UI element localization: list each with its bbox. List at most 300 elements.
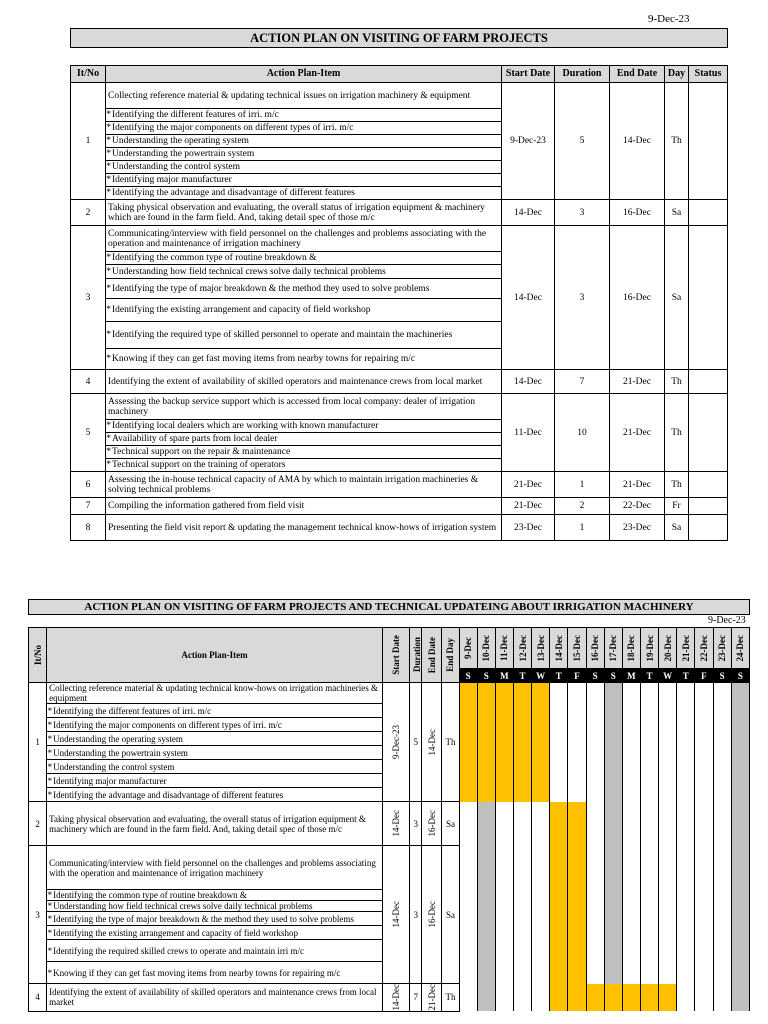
gantt-cell (495, 683, 513, 704)
gantt-weekday: T (640, 669, 658, 683)
gantt-cell (731, 704, 749, 718)
item-start: 23-Dec (502, 515, 555, 541)
gantt-header-no (29, 628, 47, 683)
gantt-sub-item-text: Understanding the control system (53, 761, 175, 772)
gantt-sub-item-text: Understanding how field technical crews solve daily technical problems (53, 901, 313, 911)
gantt-sub-item-text: Identifying the advantage and disadvantage of different features (53, 789, 284, 800)
gantt-cell (513, 774, 531, 788)
gantt-item-start-label: 14-Dec (391, 810, 402, 837)
gantt-cell (677, 760, 695, 774)
gantt-cell (677, 962, 695, 984)
gantt-cell (604, 984, 622, 1012)
gantt-cell (677, 802, 695, 846)
gantt-cell (513, 912, 531, 926)
gantt-item-end (422, 984, 442, 1012)
gantt-row (29, 802, 750, 846)
sub-item-text: Knowing if they can get fast moving items from nearby towns for repairing m/c (112, 354, 416, 364)
sub-item-text: Technical support on the training of operators (112, 460, 286, 470)
gantt-cell (459, 984, 477, 1012)
gantt-cell (622, 802, 640, 846)
bullet-star-icon: * (106, 354, 111, 364)
gantt-cell (477, 890, 495, 901)
gantt-sub-item-text: Identifying the required skilled crews to operate and maintain irri m/c (53, 945, 305, 956)
gantt-weekday: T (513, 669, 531, 683)
gantt-cell (513, 683, 531, 704)
bullet-star-icon: * (47, 913, 53, 924)
gantt-cell (604, 704, 622, 718)
gantt-cell (586, 788, 604, 802)
gantt-sub-item-text: Identifying the different features of irri. m/c (53, 705, 212, 716)
item-end: 16-Dec (610, 226, 665, 370)
gantt-header-duration (410, 628, 422, 683)
gantt-sub-item (47, 940, 383, 962)
gantt-cell (713, 704, 731, 718)
gantt-item-number: 3 (29, 846, 47, 984)
sub-item (106, 265, 502, 279)
gantt-cell (731, 846, 749, 890)
gantt-header-end (422, 628, 442, 683)
bullet-star-icon: * (47, 733, 53, 744)
item-duration: 10 (555, 394, 610, 472)
gantt-cell (495, 901, 513, 912)
gantt-cell (640, 732, 658, 746)
gantt-weekday: M (622, 669, 640, 683)
item-end: 21-Dec (610, 370, 665, 394)
gantt-cell (495, 704, 513, 718)
gantt-cell (677, 926, 695, 940)
gantt-cell (550, 704, 568, 718)
gantt-cell (586, 746, 604, 760)
gantt-cell (695, 683, 713, 704)
gantt-item-duration: 7 (410, 984, 422, 1012)
gantt-cell (586, 901, 604, 912)
sub-item (106, 174, 502, 187)
gantt-cell (622, 984, 640, 1012)
gantt-cell (659, 962, 677, 984)
table-row (71, 498, 728, 515)
item-end: 16-Dec (610, 200, 665, 226)
gantt-cell (459, 912, 477, 926)
gantt-item-start (382, 683, 409, 802)
gantt-cell (731, 890, 749, 901)
gantt-cell (459, 774, 477, 788)
gantt-cell (532, 704, 550, 718)
gantt-cell (586, 926, 604, 940)
sub-item-text: Identifying the advantage and disadvantage of different features (112, 188, 355, 198)
bullet-star-icon: * (106, 110, 111, 120)
gantt-cell (568, 901, 586, 912)
action-plan-table (70, 65, 728, 541)
gantt-cell (568, 760, 586, 774)
gantt-date-label: 22-Dec (698, 634, 709, 662)
gantt-weekday: S (713, 669, 731, 683)
gantt-cell (713, 732, 731, 746)
gantt-cell (695, 912, 713, 926)
gantt-sub-item-text: Understanding the powertrain system (53, 747, 188, 758)
item-day: Sa (665, 226, 689, 370)
gantt-cell (695, 962, 713, 984)
gantt-cell (659, 746, 677, 760)
gantt-item-start (382, 984, 409, 1012)
bullet-star-icon: * (106, 447, 111, 457)
bullet-star-icon: * (106, 283, 111, 294)
gantt-cell (586, 962, 604, 984)
gantt-cell (604, 760, 622, 774)
gantt-item-number: 1 (29, 683, 47, 802)
gantt-cell (604, 962, 622, 984)
gantt-cell (604, 802, 622, 846)
gantt-cell (532, 846, 550, 890)
gantt-cell (477, 984, 495, 1012)
gantt-cell (622, 774, 640, 788)
gantt-date-label: 20-Dec (662, 634, 673, 662)
item-day: Sa (665, 515, 689, 541)
gantt-date-label: 12-Dec (517, 634, 528, 662)
gantt-cell (677, 901, 695, 912)
sub-item (106, 349, 502, 370)
gantt-sub-item (47, 774, 383, 788)
gantt-cell (495, 984, 513, 1012)
gantt-cell (731, 912, 749, 926)
gantt-cell (695, 718, 713, 732)
gantt-cell (604, 912, 622, 926)
gantt-cell (640, 940, 658, 962)
item-text: Assessing the backup service support which is accessed from local company: dealer of irrigation machinery (106, 394, 502, 420)
bullet-star-icon: * (106, 434, 111, 444)
gantt-cell (477, 704, 495, 718)
gantt-item-text: Taking physical observation and evaluating, the overall status of irrigation equipment & machinery which are found in the farm field. And, taking detail spec of those m/c (47, 802, 383, 846)
document-date: 9-Dec-23 (648, 13, 690, 25)
gantt-cell (495, 890, 513, 901)
gantt-cell (532, 718, 550, 732)
gantt-cell (513, 760, 531, 774)
gantt-date-header (622, 628, 640, 669)
gantt-date-label: 13-Dec (535, 634, 546, 662)
gantt-weekday: S (459, 669, 477, 683)
gantt-sub-item (47, 704, 383, 718)
gantt-cell (604, 746, 622, 760)
gantt-cell (568, 746, 586, 760)
gantt-cell (640, 760, 658, 774)
gantt-cell (640, 774, 658, 788)
item-number: 6 (71, 472, 106, 498)
gantt-item-text: Collecting reference material & updating technical know-hows on irrigation machineries & equipment (47, 683, 383, 704)
gantt-cell (622, 788, 640, 802)
item-number: 3 (71, 226, 106, 370)
bullet-star-icon: * (47, 705, 53, 716)
bullet-star-icon: * (106, 136, 111, 146)
gantt-item-number: 4 (29, 984, 47, 1012)
gantt-cell (495, 926, 513, 940)
gantt-header-start (382, 628, 409, 683)
item-start: 14-Dec (502, 200, 555, 226)
gantt-date-label: 11-Dec (499, 635, 510, 661)
gantt-cell (459, 732, 477, 746)
sub-item (106, 322, 502, 349)
gantt-cell (713, 984, 731, 1012)
gantt-cell (677, 732, 695, 746)
gantt-cell (731, 774, 749, 788)
gantt-cell (640, 846, 658, 890)
gantt-cell (659, 984, 677, 1012)
gantt-cell (550, 718, 568, 732)
gantt-cell (622, 732, 640, 746)
gantt-cell (568, 890, 586, 901)
gantt-cell (731, 802, 749, 846)
sub-item-text: Identifying local dealers which are working with known manufacturer (112, 421, 379, 431)
gantt-cell (604, 732, 622, 746)
sub-item-text: Identifying the major components on different types of irri. m/c (112, 123, 354, 133)
gantt-sub-item (47, 788, 383, 802)
bullet-star-icon: * (47, 775, 53, 786)
item-start: 14-Dec (502, 370, 555, 394)
gantt-cell (568, 802, 586, 846)
sub-item-text: Identifying the required type of skilled personnel to operate and maintain the machineries (112, 330, 453, 340)
gantt-cell (459, 846, 477, 890)
gantt-weekday: S (731, 669, 749, 683)
gantt-cell (568, 774, 586, 788)
item-number: 1 (71, 83, 106, 200)
gantt-cell (477, 788, 495, 802)
gantt-cell (459, 890, 477, 901)
gantt-header-row (29, 628, 750, 669)
table-row (71, 226, 728, 252)
gantt-cell (550, 788, 568, 802)
gantt-date: 9-Dec-23 (708, 615, 746, 626)
gantt-cell (459, 802, 477, 846)
gantt-cell (677, 704, 695, 718)
gantt-cell (532, 962, 550, 984)
gantt-cell (459, 760, 477, 774)
sub-item (106, 299, 502, 322)
gantt-cell (568, 704, 586, 718)
gantt-cell (640, 962, 658, 984)
gantt-cell (622, 926, 640, 940)
item-status (689, 200, 728, 226)
gantt-cell (731, 962, 749, 984)
gantt-sub-item (47, 718, 383, 732)
gantt-header-day (442, 628, 459, 683)
gantt-cell (713, 940, 731, 962)
gantt-cell (731, 746, 749, 760)
gantt-item-text: Communicating/interview with field personnel on the challenges and problems associating with the operation and maintenance of irrigation machinery (47, 846, 383, 890)
gantt-date-header (677, 628, 695, 669)
gantt-header-item: Action Plan-Item (47, 628, 383, 683)
gantt-header-duration-label: Duration (412, 637, 423, 673)
gantt-date-label: 17-Dec (608, 634, 619, 662)
gantt-cell (604, 846, 622, 890)
gantt-cell (513, 732, 531, 746)
gantt-cell (513, 704, 531, 718)
item-status (689, 498, 728, 515)
gantt-cell (550, 926, 568, 940)
item-end: 21-Dec (610, 472, 665, 498)
gantt-item-text: Identifying the extent of availability of skilled operators and maintenance crews from local market (47, 984, 383, 1012)
gantt-sub-item-text: Identifying the existing arrangement and capacity of field workshop (53, 927, 299, 938)
gantt-cell (713, 890, 731, 901)
gantt-cell (532, 732, 550, 746)
gantt-cell (622, 704, 640, 718)
table-row (71, 200, 728, 226)
item-end: 14-Dec (610, 83, 665, 200)
gantt-cell (677, 774, 695, 788)
gantt-cell (713, 746, 731, 760)
gantt-cell (659, 846, 677, 890)
gantt-header-start-label: Start Date (391, 635, 402, 675)
gantt-cell (532, 788, 550, 802)
item-start: 21-Dec (502, 498, 555, 515)
gantt-cell (513, 788, 531, 802)
gantt-cell (622, 890, 640, 901)
gantt-cell (731, 926, 749, 940)
item-text: Identifying the extent of availability of skilled operators and maintenance crews from local market (106, 370, 502, 394)
gantt-cell (586, 760, 604, 774)
gantt-cell (477, 926, 495, 940)
gantt-cell (640, 746, 658, 760)
gantt-cell (477, 732, 495, 746)
gantt-date-header (477, 628, 495, 669)
gantt-cell (622, 846, 640, 890)
gantt-cell (532, 926, 550, 940)
gantt-weekday: F (695, 669, 713, 683)
gantt-item-start-label: 9-Dec-23 (391, 725, 402, 759)
gantt-cell (495, 788, 513, 802)
gantt-cell (659, 732, 677, 746)
gantt-cell (532, 774, 550, 788)
gantt-sub-item (47, 962, 383, 984)
gantt-cell (695, 890, 713, 901)
gantt-cell (659, 890, 677, 901)
bullet-star-icon: * (106, 460, 111, 470)
gantt-cell (604, 890, 622, 901)
gantt-cell (532, 901, 550, 912)
gantt-date-header (513, 628, 531, 669)
bullet-star-icon: * (106, 123, 111, 133)
gantt-date-label: 21-Dec (680, 634, 691, 662)
item-status (689, 515, 728, 541)
gantt-cell (550, 732, 568, 746)
gantt-cell (695, 901, 713, 912)
item-number: 8 (71, 515, 106, 541)
gantt-cell (695, 732, 713, 746)
gantt-item-start-label: 14-Dec (391, 984, 402, 1011)
gantt-cell (586, 774, 604, 788)
gantt-weekday: S (586, 669, 604, 683)
item-duration: 7 (555, 370, 610, 394)
gantt-cell (568, 984, 586, 1012)
gantt-cell (713, 683, 731, 704)
sub-item-text: Identifying the existing arrangement and capacity of field workshop (112, 305, 371, 315)
item-status (689, 226, 728, 370)
gantt-sub-item-text: Understanding the operating system (53, 733, 183, 744)
gantt-cell (695, 746, 713, 760)
gantt-header-day-label: End Day (445, 638, 456, 672)
gantt-cell (640, 901, 658, 912)
gantt-cell (568, 962, 586, 984)
gantt-cell (550, 912, 568, 926)
gantt-cell (604, 774, 622, 788)
table-row (71, 370, 728, 394)
gantt-cell (550, 901, 568, 912)
gantt-sub-item (47, 760, 383, 774)
table-row (71, 83, 728, 109)
gantt-cell (459, 926, 477, 940)
gantt-cell (532, 746, 550, 760)
gantt-item-number: 2 (29, 802, 47, 846)
gantt-cell (622, 746, 640, 760)
item-end: 23-Dec (610, 515, 665, 541)
gantt-cell (659, 718, 677, 732)
gantt-cell (586, 704, 604, 718)
gantt-cell (477, 962, 495, 984)
gantt-item-end-label: 14-Dec (426, 728, 437, 756)
gantt-cell (622, 683, 640, 704)
gantt-cell (659, 774, 677, 788)
bullet-star-icon: * (47, 901, 53, 911)
gantt-cell (586, 683, 604, 704)
gantt-date-header (695, 628, 713, 669)
gantt-cell (532, 940, 550, 962)
gantt-cell (622, 718, 640, 732)
gantt-cell (586, 802, 604, 846)
gantt-item-day: Sa (442, 802, 459, 846)
gantt-cell (550, 802, 568, 846)
gantt-cell (568, 732, 586, 746)
sub-item-text: Understanding the control system (112, 162, 240, 172)
item-end: 21-Dec (610, 394, 665, 472)
sub-item-text: Identifying the type of major breakdown & the method they used to solve problems (112, 283, 430, 294)
gantt-cell (550, 962, 568, 984)
gantt-cell (513, 926, 531, 940)
sub-item (106, 279, 502, 299)
gantt-date-label: 10-Dec (481, 634, 492, 662)
item-text: Compiling the information gathered from field visit (106, 498, 502, 515)
gantt-sub-item (47, 912, 383, 926)
gantt-item-end (422, 802, 442, 846)
gantt-cell (677, 940, 695, 962)
sub-item-text: Technical support on the repair & maintenance (112, 447, 291, 457)
sub-item (106, 135, 502, 148)
gantt-weekday: W (532, 669, 550, 683)
gantt-sub-item-text: Identifying major manufacturer (53, 775, 167, 786)
gantt-sub-item (47, 926, 383, 940)
gantt-cell (659, 788, 677, 802)
gantt-sub-item (47, 746, 383, 760)
gantt-cell (604, 940, 622, 962)
gantt-item-start-label: 14-Dec (391, 901, 402, 928)
gantt-cell (586, 846, 604, 890)
gantt-date-header (659, 628, 677, 669)
bullet-star-icon: * (106, 330, 111, 340)
gantt-date-header (731, 628, 749, 669)
gantt-item-duration: 5 (410, 683, 422, 802)
gantt-item-start (382, 802, 409, 846)
gantt-cell (513, 890, 531, 901)
gantt-date-label: 24-Dec (735, 634, 746, 662)
gantt-date-header (586, 628, 604, 669)
bullet-star-icon: * (47, 761, 53, 772)
gantt-cell (513, 802, 531, 846)
gantt-cell (695, 940, 713, 962)
sub-item-text: Understanding the operating system (112, 136, 249, 146)
gantt-row (29, 846, 750, 890)
header-end: End Date (610, 66, 665, 83)
gantt-cell (713, 926, 731, 940)
gantt-item-end-label: 16-Dec (426, 810, 437, 837)
gantt-cell (586, 890, 604, 901)
gantt-weekday: T (677, 669, 695, 683)
sub-item (106, 187, 502, 200)
